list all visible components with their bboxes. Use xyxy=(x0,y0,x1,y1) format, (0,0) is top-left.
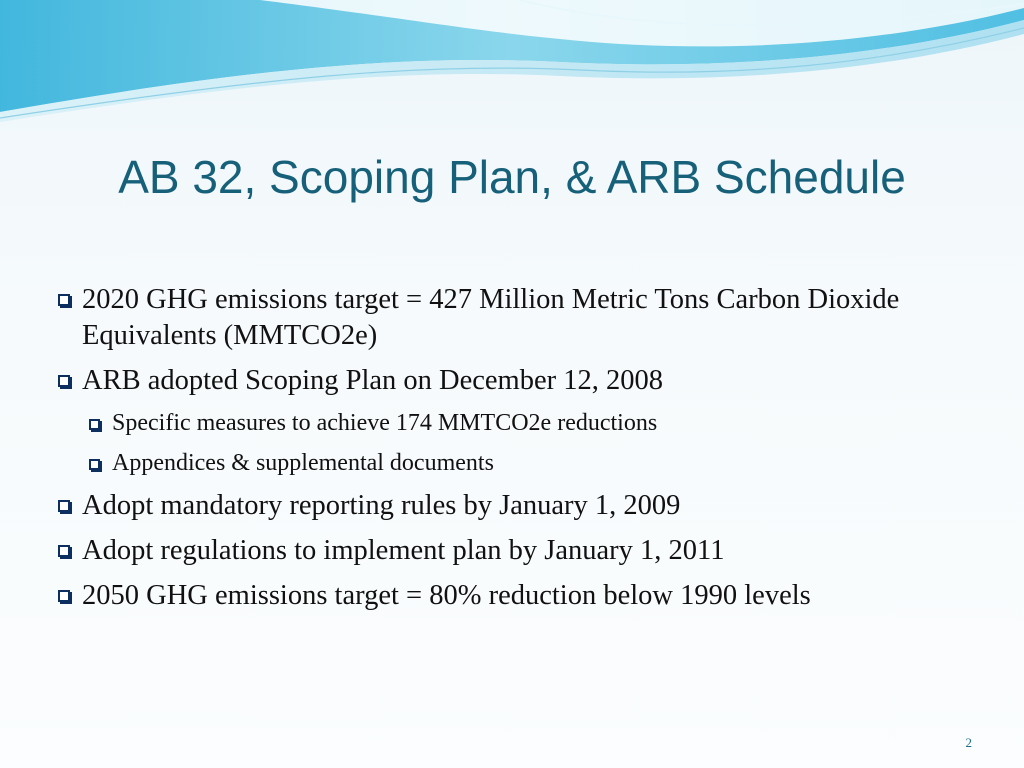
sub-bullet-item xyxy=(56,408,1006,438)
bullet-item xyxy=(56,533,1006,569)
bullet-item xyxy=(56,363,1006,399)
bullet-item xyxy=(56,488,1006,524)
bullet-text: Adopt regulations to implement plan by January 1, 2011 xyxy=(82,535,725,566)
bullet-text: 2050 GHG emissions target = 80% reduction below 1990 levels xyxy=(82,580,811,611)
bullet-item xyxy=(56,578,1006,614)
slide-title: AB 32, Scoping Plan, & ARB Schedule xyxy=(118,151,906,203)
bullet-list xyxy=(56,282,1006,623)
square-bullet-icon xyxy=(58,590,70,602)
sub-bullet-text: Specific measures to achieve 174 MMTCO2e reductions xyxy=(112,410,658,436)
square-bullet-icon xyxy=(58,545,70,557)
square-bullet-icon xyxy=(58,500,70,512)
sub-bullet-item xyxy=(56,448,1006,478)
page-number: 2 xyxy=(965,735,972,750)
bullet-text: ARB adopted Scoping Plan on December 12, 2008 xyxy=(82,365,663,396)
header-wave-decoration xyxy=(0,0,1024,130)
square-bullet-icon xyxy=(89,459,100,470)
square-bullet-icon xyxy=(58,375,70,387)
bullet-text: Adopt mandatory reporting rules by January 1, 2009 xyxy=(82,490,681,521)
sub-bullet-text: Appendices & supplemental documents xyxy=(112,450,494,476)
bullet-text: 2020 GHG emissions target = 427 Million Metric Tons Carbon Dioxide Equivalents (MMTCO2e) xyxy=(82,284,900,351)
square-bullet-icon xyxy=(89,419,100,430)
bullet-item xyxy=(56,282,1006,354)
square-bullet-icon xyxy=(58,294,70,306)
